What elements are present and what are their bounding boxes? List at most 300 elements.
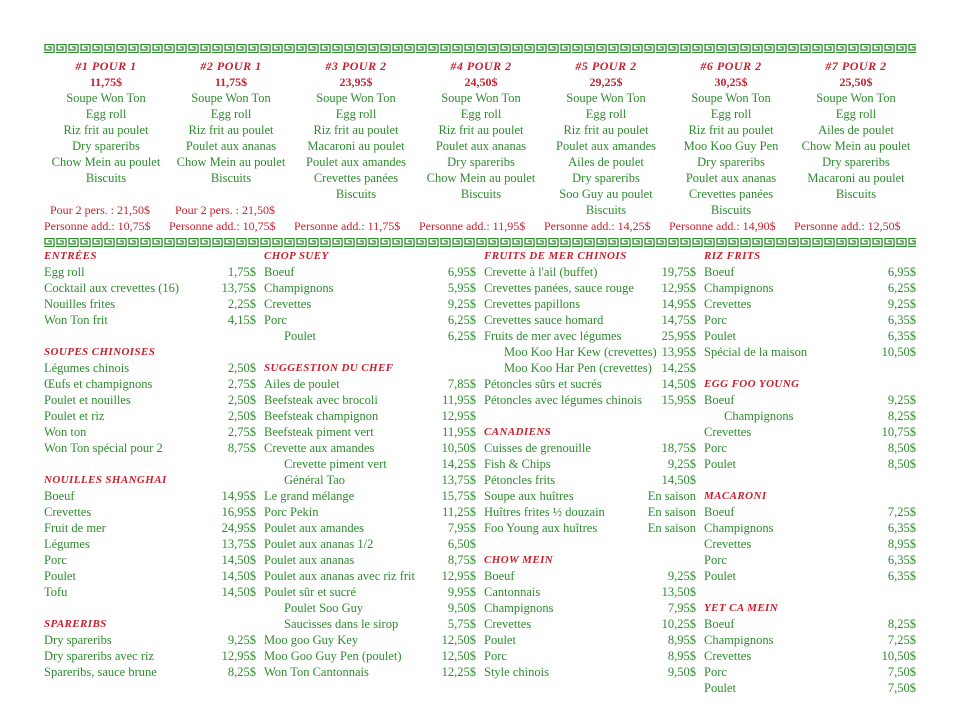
menu-item-price: 12,95$ xyxy=(221,649,256,663)
menu-item-name: Saucisses dans le sirop xyxy=(284,617,399,631)
menu-item xyxy=(44,520,256,536)
menu-item xyxy=(704,680,916,696)
menu-item xyxy=(44,568,256,584)
menu-item xyxy=(704,392,916,408)
menu-item xyxy=(44,504,256,520)
menu-item-name: Crevettes sauce homard xyxy=(484,313,604,327)
menu-item xyxy=(44,536,256,552)
menu-item-price: 6,35$ xyxy=(887,521,916,535)
menu-item-name: Moo Koo Har Pen (crevettes) xyxy=(504,361,652,375)
combo-item: Riz frit au poulet xyxy=(188,123,274,137)
menu-item-name: Nouilles frites xyxy=(44,297,116,311)
menu-item-name: Crevettes panées, sauce rouge xyxy=(484,281,634,295)
menu-item-name: Poulet xyxy=(44,569,76,583)
combo-item: Poulet aux ananas xyxy=(435,139,527,153)
menu-item-price: 9,25$ xyxy=(667,569,696,583)
menu-item xyxy=(704,536,916,552)
menu-item-name: Crevettes xyxy=(704,649,752,663)
menu-item xyxy=(704,440,916,456)
combo-item: Riz frit au poulet xyxy=(688,123,774,137)
menu-item xyxy=(44,264,256,280)
section-heading: CHOP SUEY xyxy=(264,250,329,262)
menu-item xyxy=(484,312,696,328)
menu-column xyxy=(264,248,476,680)
menu-item-price: 14,25$ xyxy=(661,361,696,375)
menu-item-name: Boeuf xyxy=(484,569,515,583)
menu-item-name: Won ton xyxy=(44,425,87,439)
menu-item-name: Poulet xyxy=(704,681,736,695)
menu-item-name: Poulet et nouilles xyxy=(44,393,131,407)
menu-item-name: Moo Koo Har Kew (crevettes) xyxy=(504,345,657,359)
menu-item xyxy=(484,504,696,520)
menu-item-price: 7,85$ xyxy=(447,377,476,391)
combo-extra-price: Personne add.: 11,95$ xyxy=(419,219,526,233)
menu-item-name: Crevettes xyxy=(704,537,752,551)
menu-item-name: Poulet xyxy=(704,569,736,583)
menu-item-name: Porc xyxy=(264,313,287,327)
menu-item xyxy=(484,584,696,600)
menu-item xyxy=(44,296,256,312)
combo-item: Chow Mein au poulet xyxy=(801,139,911,153)
menu-item-price: 7,25$ xyxy=(887,633,916,647)
menu-item xyxy=(704,424,916,440)
menu-item xyxy=(484,600,696,616)
combo-price: 24,50$ xyxy=(464,75,498,89)
menu-item-name: Champignons xyxy=(484,601,554,615)
menu-item-price: 6,50$ xyxy=(447,537,476,551)
section-heading: YET CA MEIN xyxy=(704,602,779,614)
menu-item-name: Champignons xyxy=(704,521,774,535)
menu-item xyxy=(704,504,916,520)
menu-item xyxy=(484,568,696,584)
menu-item-name: Pétoncles frits xyxy=(484,473,556,487)
menu-item-name: Poulet sûr et sucré xyxy=(264,585,356,599)
menu-item xyxy=(704,568,916,584)
menu-item-price: 2,25$ xyxy=(227,297,256,311)
combo-column xyxy=(44,58,168,186)
combo-title: #1 POUR 1 xyxy=(75,59,137,73)
menu-item-price: 6,35$ xyxy=(887,329,916,343)
combo-item: Macaroni au poulet xyxy=(807,171,905,185)
combo-item: Moo Koo Guy Pen xyxy=(683,139,779,153)
menu-item-name: Moo goo Guy Key xyxy=(264,633,359,647)
menu-item xyxy=(264,440,476,456)
menu-item xyxy=(44,440,256,456)
combo-extra-price: Personne add.: 14,25$ xyxy=(544,219,651,233)
section-gap xyxy=(704,472,916,488)
menu-item xyxy=(484,344,696,360)
menu-item-price: 6,25$ xyxy=(447,329,476,343)
menu-item xyxy=(264,312,476,328)
menu-item-price: 13,75$ xyxy=(441,473,476,487)
menu-item-price: 15,75$ xyxy=(441,489,476,503)
combo-item: Ailes de poulet xyxy=(818,123,894,137)
menu-item xyxy=(264,328,476,344)
menu-item xyxy=(264,264,476,280)
menu-item-name: Poulet aux ananas avec riz frit xyxy=(264,569,415,583)
menu-item xyxy=(44,408,256,424)
menu-item-name: Porc xyxy=(704,553,727,567)
menu-item-name: Fruit de mer xyxy=(44,521,106,535)
menu-item-name: Cuisses de grenouille xyxy=(484,441,591,455)
menu-item-name: Beefsteak avec brocoli xyxy=(264,393,378,407)
menu-item xyxy=(264,456,476,472)
menu-item-name: Won Ton spécial pour 2 xyxy=(44,441,163,455)
menu-item-price: 12,95$ xyxy=(441,569,476,583)
combo-item: Dry spareribs xyxy=(697,155,765,169)
menu-item-price: 18,75$ xyxy=(661,441,696,455)
section-gap xyxy=(264,344,476,360)
menu-item xyxy=(704,264,916,280)
menu-item xyxy=(484,520,696,536)
menu-item-price: 12,25$ xyxy=(441,665,476,679)
menu-item-price: 8,25$ xyxy=(887,409,916,423)
menu-item-name: Dry spareribs avec riz xyxy=(44,649,155,663)
combo-item: Dry spareribs xyxy=(447,155,515,169)
menu-item-name: Poulet xyxy=(484,633,516,647)
section-gap xyxy=(44,456,256,472)
menu-item-price: 14,50$ xyxy=(661,473,696,487)
menu-item-name: Crevettes xyxy=(484,617,532,631)
menu-item-name: Won Ton Cantonnais xyxy=(264,665,369,679)
menu-item-price: 2,75$ xyxy=(227,377,256,391)
combo-item: Poulet aux amandes xyxy=(556,139,656,153)
menu-item-price: 9,95$ xyxy=(447,585,476,599)
combo-item: Egg roll xyxy=(585,107,627,121)
menu-item-name: Won Ton frit xyxy=(44,313,108,327)
menu-item-name: Crevettes xyxy=(704,425,752,439)
menu-item-name: Boeuf xyxy=(44,489,75,503)
menu-item xyxy=(264,392,476,408)
menu-item-price: 12,50$ xyxy=(441,633,476,647)
menu-item xyxy=(484,280,696,296)
combo-column xyxy=(794,58,918,202)
menu-item-price: 14,50$ xyxy=(221,585,256,599)
menu-item xyxy=(264,424,476,440)
menu-item-name: Porc xyxy=(704,665,727,679)
menu-item-price: 8,95$ xyxy=(887,537,916,551)
menu-item-name: Champignons xyxy=(724,409,794,423)
section-heading: ENTRÉES xyxy=(44,250,97,262)
menu-item-price: 6,95$ xyxy=(447,265,476,279)
combo-extra-price: Personne add.: 14,90$ xyxy=(669,219,776,233)
menu-item-name: Spécial de la maison xyxy=(704,345,808,359)
menu-item-price: 7,95$ xyxy=(447,521,476,535)
menu-item-price: 11,95$ xyxy=(442,425,476,439)
combo-item: Soupe Won Ton xyxy=(441,91,521,105)
menu-item-price: 5,95$ xyxy=(447,281,476,295)
menu-item-price: 12,95$ xyxy=(441,409,476,423)
combo-item: Biscuits xyxy=(335,187,377,201)
menu-item xyxy=(264,504,476,520)
combo-item: Egg roll xyxy=(835,107,877,121)
menu-item-name: Cantonnais xyxy=(484,585,541,599)
menu-item-price: 6,25$ xyxy=(887,281,916,295)
menu-item xyxy=(44,584,256,600)
menu-item-price: 8,50$ xyxy=(887,441,916,455)
menu-item xyxy=(44,312,256,328)
menu-item-name: Tofu xyxy=(44,585,68,599)
menu-item xyxy=(704,664,916,680)
menu-item-price: 8,50$ xyxy=(887,457,916,471)
section-gap xyxy=(704,360,916,376)
menu-item xyxy=(484,376,696,392)
section-gap xyxy=(484,536,696,552)
combo-item: Soupe Won Ton xyxy=(66,91,146,105)
menu-item xyxy=(704,632,916,648)
combo-column xyxy=(294,58,418,202)
combo-item: Poulet aux ananas xyxy=(685,171,777,185)
combo-extra-price: Pour 2 pers. : 21,50$ xyxy=(50,203,150,217)
menu-item xyxy=(484,392,696,408)
menu-item-price: 4,15$ xyxy=(227,313,256,327)
menu-item-price: 10,50$ xyxy=(441,441,476,455)
menu-item-name: Boeuf xyxy=(704,393,735,407)
menu-item xyxy=(704,344,916,360)
menu-item-name: Poulet aux ananas 1/2 xyxy=(264,537,374,551)
combo-column xyxy=(669,58,793,218)
menu-item-price: 10,75$ xyxy=(881,425,916,439)
combo-price: 30,25$ xyxy=(714,75,748,89)
menu-item-name: Pétoncles sûrs et sucrés xyxy=(484,377,602,391)
menu-item xyxy=(44,360,256,376)
combo-item: Soo Guy au poulet xyxy=(559,187,653,201)
menu-item-name: Poulet xyxy=(704,329,736,343)
menu-item-name: Crevettes xyxy=(44,505,92,519)
menu-item-name: Boeuf xyxy=(264,265,295,279)
menu-item-price: 6,35$ xyxy=(887,553,916,567)
menu-item xyxy=(704,552,916,568)
menu-item xyxy=(44,376,256,392)
menu-item xyxy=(484,632,696,648)
menu-item xyxy=(264,280,476,296)
combo-item: Biscuits xyxy=(835,187,877,201)
combo-item: Riz frit au poulet xyxy=(313,123,399,137)
menu-item-price: 9,25$ xyxy=(447,297,476,311)
menu-item xyxy=(484,264,696,280)
menu-item-price: 7,50$ xyxy=(887,681,916,695)
menu-item-price: 14,75$ xyxy=(661,313,696,327)
menu-item-price: 10,50$ xyxy=(881,649,916,663)
menu-item-name: Poulet Soo Guy xyxy=(284,601,364,615)
menu-item-price: 9,25$ xyxy=(887,393,916,407)
menu-item xyxy=(264,488,476,504)
menu-item xyxy=(264,584,476,600)
menu-item xyxy=(44,424,256,440)
menu-item xyxy=(704,296,916,312)
combo-item: Egg roll xyxy=(335,107,377,121)
menu-item-name: Poulet aux amandes xyxy=(264,521,364,535)
menu-item-name: Cocktail aux crevettes (16) xyxy=(44,281,180,295)
menu-item-name: Porc xyxy=(704,313,727,327)
combo-price: 11,75$ xyxy=(89,75,123,89)
menu-item-price: 8,95$ xyxy=(667,633,696,647)
menu-item-price: 2,50$ xyxy=(227,409,256,423)
menu-item xyxy=(704,520,916,536)
section-heading: RIZ FRITS xyxy=(704,250,761,262)
section-heading: SUGGESTION DU CHEF xyxy=(264,362,394,374)
menu-item-name: Egg roll xyxy=(44,265,85,279)
menu-item xyxy=(704,408,916,424)
menu-item-price: 25,95$ xyxy=(661,329,696,343)
menu-item xyxy=(44,664,256,680)
menu-item-price: 13,50$ xyxy=(661,585,696,599)
menu-item-price: 13,75$ xyxy=(221,537,256,551)
menu-item-name: Ailes de poulet xyxy=(264,377,340,391)
menu-item xyxy=(264,616,476,632)
menu-item-price: 8,25$ xyxy=(227,665,256,679)
menu-item xyxy=(484,440,696,456)
menu-item-name: Légumes xyxy=(44,537,90,551)
combo-extra-price: Personne add.: 10,75$ xyxy=(44,219,151,233)
menu-item-name: Fruits de mer avec légumes xyxy=(484,329,622,343)
menu-item-price: 8,25$ xyxy=(887,617,916,631)
menu-item xyxy=(704,648,916,664)
combo-price: 29,25$ xyxy=(589,75,623,89)
combo-item: Chow Mein au poulet xyxy=(51,155,161,169)
combo-price: 23,95$ xyxy=(339,75,373,89)
combo-item: Ailes de poulet xyxy=(568,155,644,169)
menu-item xyxy=(264,664,476,680)
menu-item xyxy=(484,360,696,376)
menu-item-price: 14,95$ xyxy=(221,489,256,503)
menu-item xyxy=(484,472,696,488)
section-heading: MACARONI xyxy=(704,490,767,502)
menu-item-price: 13,75$ xyxy=(221,281,256,295)
menu-item-price: 10,25$ xyxy=(661,617,696,631)
menu-item-price: 11,95$ xyxy=(442,393,476,407)
combo-item: Biscuits xyxy=(460,187,502,201)
menu-column xyxy=(484,248,696,680)
combo-item: Soupe Won Ton xyxy=(691,91,771,105)
menu-item-name: Dry spareribs xyxy=(44,633,112,647)
section-gap xyxy=(44,600,256,616)
combo-extra-price: Personne add.: 12,50$ xyxy=(794,219,901,233)
menu-item-name: Champignons xyxy=(704,281,774,295)
menu-item-name: Général Tao xyxy=(284,473,346,487)
menu-item-price: 19,75$ xyxy=(661,265,696,279)
menu-item xyxy=(264,648,476,664)
menu-item-name: Soupe aux huîtres xyxy=(484,489,574,503)
menu-item xyxy=(264,472,476,488)
menu-item-name: Beefsteak piment vert xyxy=(264,425,374,439)
combo-item: Biscuits xyxy=(585,203,627,217)
combo-item: Crevettes panées xyxy=(688,187,774,201)
menu-item-price: 10,50$ xyxy=(881,345,916,359)
combo-section xyxy=(44,58,916,234)
combo-extra-price: Pour 2 pers. : 21,50$ xyxy=(175,203,275,217)
section-heading: NOUILLES SHANGHAI xyxy=(44,474,167,486)
menu-item-price: 7,50$ xyxy=(887,665,916,679)
combo-item: Crevettes panées xyxy=(313,171,399,185)
menu-item-price: 9,25$ xyxy=(887,297,916,311)
combo-item: Soupe Won Ton xyxy=(816,91,896,105)
menu-item-price: 6,35$ xyxy=(887,569,916,583)
combo-item: Biscuits xyxy=(710,203,752,217)
menu-item-price: 7,25$ xyxy=(887,505,916,519)
section-heading: CANADIENS xyxy=(484,426,552,438)
combo-item: Poulet aux ananas xyxy=(185,139,277,153)
greek-key-border-top xyxy=(44,44,916,53)
menu-item-name: Huîtres frites ½ douzain xyxy=(484,505,605,519)
menu-item xyxy=(484,456,696,472)
menu-item-name: Poulet xyxy=(704,457,736,471)
combo-extra-price: Personne add.: 11,75$ xyxy=(294,219,401,233)
menu-item-price: 2,50$ xyxy=(227,361,256,375)
combo-item: Egg roll xyxy=(85,107,127,121)
menu-item xyxy=(264,520,476,536)
combo-price: 25,50$ xyxy=(839,75,873,89)
combo-item: Riz frit au poulet xyxy=(63,123,149,137)
menu-item-price: 24,95$ xyxy=(221,521,256,535)
menu-item-name: Pétoncles avec légumes chinois xyxy=(484,393,642,407)
section-heading: SPARERIBS xyxy=(44,618,107,630)
combo-item: Chow Mein au poulet xyxy=(426,171,536,185)
menu-item xyxy=(44,648,256,664)
menu-item-name: Beefsteak champignon xyxy=(264,409,379,423)
section-heading: CHOW MEIN xyxy=(484,554,554,566)
menu-item-price: 8,75$ xyxy=(447,553,476,567)
menu-column xyxy=(704,248,916,696)
menu-item-price: 16,95$ xyxy=(221,505,256,519)
section-heading: EGG FOO YOUNG xyxy=(704,378,800,390)
menu-item-price: 14,95$ xyxy=(661,297,696,311)
menu-item-price: En saison xyxy=(647,521,696,535)
menu-item-price: 6,95$ xyxy=(887,265,916,279)
menu-item-name: Crevettes xyxy=(264,297,312,311)
combo-item: Soupe Won Ton xyxy=(191,91,271,105)
menu-item xyxy=(264,632,476,648)
menu-item-price: 11,25$ xyxy=(442,505,476,519)
menu-column xyxy=(44,248,256,680)
combo-item: Poulet aux amandes xyxy=(306,155,406,169)
menu-item-name: Porc xyxy=(44,553,67,567)
menu-item xyxy=(264,376,476,392)
menu-item-price: En saison xyxy=(647,489,696,503)
menu-item-price: En saison xyxy=(647,505,696,519)
combo-item: Soupe Won Ton xyxy=(316,91,396,105)
menu-item xyxy=(484,296,696,312)
menu-item-name: Porc xyxy=(704,441,727,455)
menu-item xyxy=(704,280,916,296)
menu-item-name: Porc Pekin xyxy=(264,505,319,519)
menu-item-name: Poulet xyxy=(284,329,316,343)
menu-item-price: 6,25$ xyxy=(447,313,476,327)
menu-item-name: Moo Goo Guy Pen (poulet) xyxy=(264,649,402,663)
menu-item-price: 9,25$ xyxy=(227,633,256,647)
menu-item-name: Le grand mélange xyxy=(264,489,355,503)
menu-item-price: 1,75$ xyxy=(227,265,256,279)
menu-item xyxy=(44,392,256,408)
menu-item xyxy=(264,536,476,552)
menu-item-price: 14,25$ xyxy=(441,457,476,471)
menu-item xyxy=(264,568,476,584)
menu-item-name: Crevettes xyxy=(704,297,752,311)
menu-item-name: Boeuf xyxy=(704,265,735,279)
combo-item: Riz frit au poulet xyxy=(438,123,524,137)
menu-item xyxy=(264,600,476,616)
combo-title: #2 POUR 1 xyxy=(200,59,262,73)
menu-item-name: Porc xyxy=(484,649,507,663)
menu-item-name: Poulet aux ananas xyxy=(264,553,355,567)
menu-item xyxy=(44,632,256,648)
combo-column xyxy=(419,58,543,202)
menu-item-price: 12,50$ xyxy=(441,649,476,663)
menu-item-price: 14,50$ xyxy=(221,553,256,567)
menu-item xyxy=(484,664,696,680)
menu-item xyxy=(484,616,696,632)
section-heading: FRUITS DE MER CHINOIS xyxy=(484,250,627,262)
